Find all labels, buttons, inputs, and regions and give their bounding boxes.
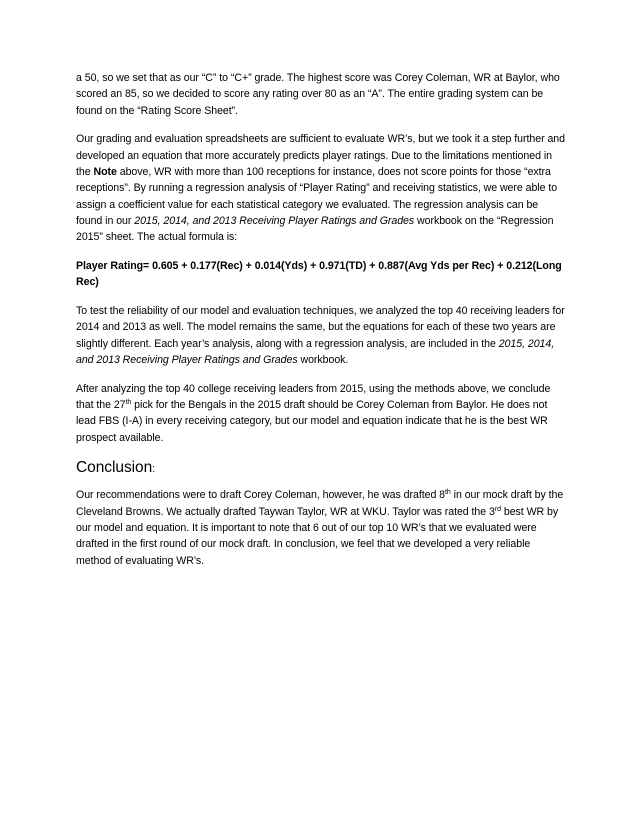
heading-text: Conclusion bbox=[76, 459, 153, 477]
ordinal-suffix: th bbox=[125, 399, 132, 407]
paragraph-regression-method bbox=[76, 131, 566, 245]
paragraph-text: Our grading and evaluation spreadsheets are sufficient to evaluate WR’s, but we took it a step further and developed an equation that more accurately predicts player ratings. Due to the limitations mentioned in the bbox=[76, 133, 565, 178]
paragraph-analysis-result bbox=[76, 381, 566, 446]
paragraph-text: workbook. bbox=[297, 353, 349, 366]
paragraph-text: in our mock draft by the Cleveland Browns. We actually drafted Taywan Taylor, WR at WKU. Taylor was rated the 3 bbox=[76, 489, 564, 518]
paragraph-text: Our recommendations were to draft Corey Coleman, however, he was drafted 8 bbox=[76, 489, 446, 502]
paragraph-text: After analyzing the top 40 college receiving leaders from 2015, using the methods above, we conclude that the 27 bbox=[76, 382, 551, 412]
paragraph-grading-scale bbox=[76, 70, 566, 119]
paragraph-text: best WR by our model and equation. It is important to note that 6 out of our top 10 WR’s that we evaluated were drafted in the first round of our mock draft. In conclusion, we feel that we developed a very reliable method of evaluating WR’s. bbox=[76, 505, 559, 567]
paragraph-text: above, WR with more than 100 receptions for instance, does not score points for those “extra receptions”. By running a regression analysis of “Player Rating” and receiving statistics, we were able to assign a coefficient value for each statistical category we evaluated. The regression analysis can be found in our bbox=[76, 165, 558, 227]
paragraph-text: a 50, so we set that as our “C” to “C+” grade. The highest score was Corey Coleman, WR at Baylor, who scored an 85, so we decided to score any rating over 80 as an “A”. The entire grading system can be found on the “Rating Score Sheet”. bbox=[76, 72, 560, 117]
player-rating-formula: Player Rating= 0.605 + 0.177(Rec) + 0.014(Yds) + 0.971(TD) + 0.887(Avg Yds per Rec) + 0.212(Long Rec) bbox=[76, 259, 562, 289]
document-page bbox=[76, 70, 566, 581]
ordinal-suffix: th bbox=[445, 489, 451, 497]
paragraph-text: pick for the Bengals in the 2015 draft should be Corey Coleman from Baylor. He does not lead FBS (I-A) in every receiving category, but our model and equation indicate that he is the best WR prospect available. bbox=[76, 399, 548, 444]
paragraph-conclusion bbox=[76, 487, 566, 568]
heading-colon: : bbox=[152, 463, 156, 476]
ordinal-suffix: rd bbox=[494, 505, 501, 513]
workbook-title: 2015, 2014, and 2013 Receiving Player Ratings and Grades bbox=[76, 337, 555, 366]
workbook-title: 2015, 2014, and 2013 Receiving Player Ratings and Grades bbox=[134, 214, 415, 227]
paragraph-text: To test the reliability of our model and evaluation techniques, we analyzed the top 40 receiving leaders for 2014 and 2013 as well. The model remains the same, but the equations for each of these two years are slightly different. Each year’s analysis, along with a regression analysis, are included in the bbox=[76, 305, 565, 350]
paragraph-text: workbook on the “Regression 2015” sheet. The actual formula is: bbox=[76, 214, 554, 244]
conclusion-heading bbox=[76, 458, 566, 479]
paragraph-reliability-test bbox=[76, 303, 566, 368]
note-reference: Note bbox=[93, 165, 117, 178]
